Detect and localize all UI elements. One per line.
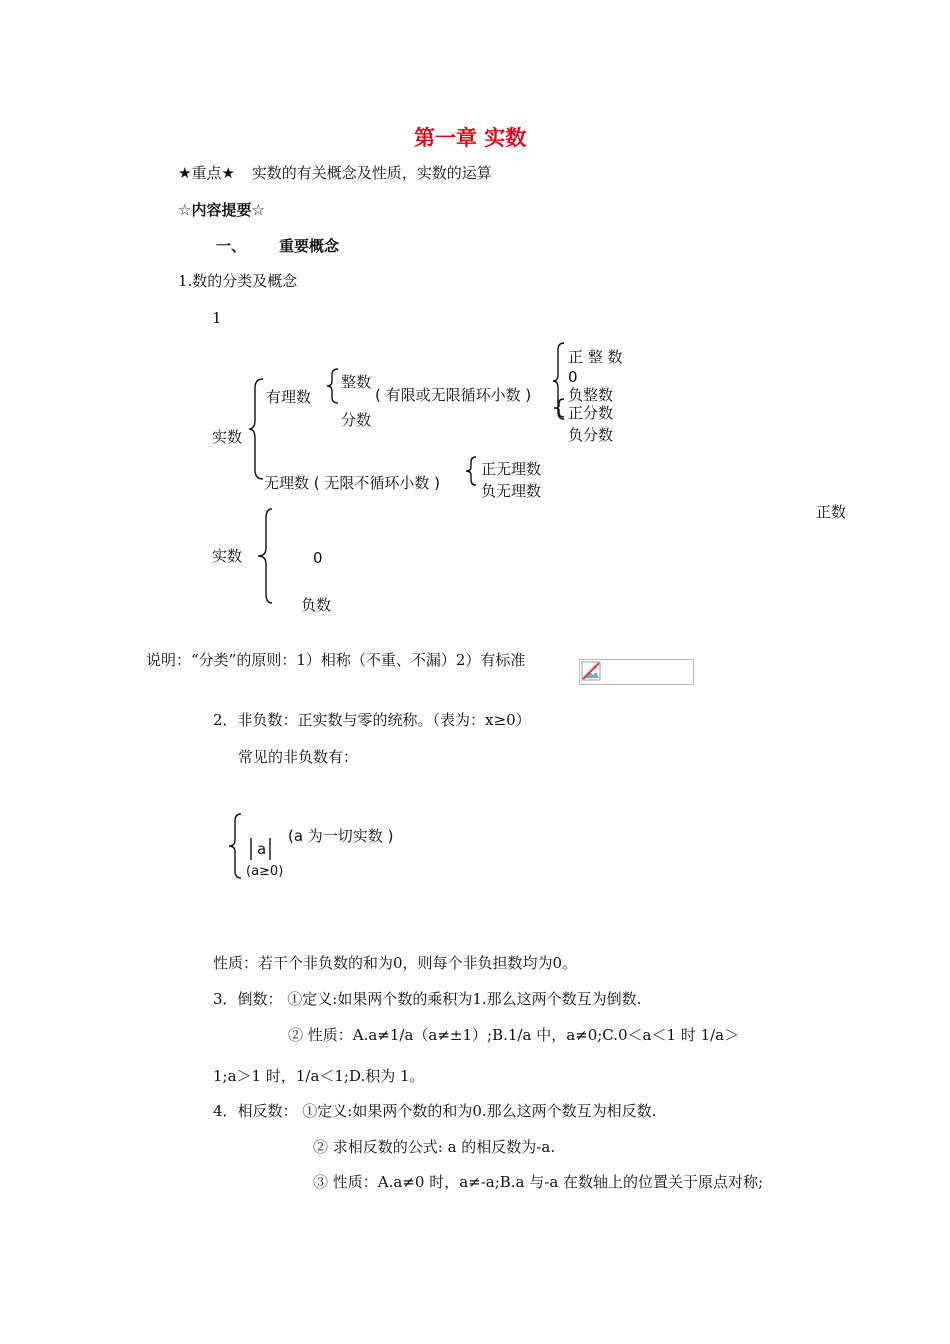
tree1-fraction-brace (552, 398, 566, 418)
abs-note: (a 为一切实数 ) (288, 827, 394, 845)
tree1-positive-fraction: 正分数 (568, 404, 614, 422)
property-text: 性质：若干个非负数的和为0，则每个非负担数均为0。 (213, 954, 578, 972)
tree2-root: 实数 (212, 547, 243, 565)
tree1-irrational: 无理数 ( 无限不循环小数 ) (264, 474, 441, 492)
classification-note: 说明：“分类”的原则：1）相称（不重、不漏）2）有标准 (146, 651, 526, 669)
broken-image-icon (581, 661, 603, 683)
tree1-zero: 0 (568, 368, 578, 386)
item3-line1: 3．倒数： ①定义:如果两个数的乘积为1.那么这两个数互为倒数. (213, 990, 642, 1008)
page-title: 第一章 实数 (414, 126, 527, 150)
tree1-fraction: 分数 (341, 411, 372, 429)
broken-image (579, 659, 694, 685)
item2-common: 常见的非负数有： (238, 748, 359, 766)
tree1-integer: 整数 (341, 373, 372, 391)
item1-sub-number: 1 (212, 309, 222, 327)
key-point (178, 164, 492, 182)
tree1-rational-brace (326, 368, 340, 404)
summary-heading: ☆内容提要☆ (178, 201, 265, 219)
item4-line2: ② 求相反数的公式: a 的相反数为-a. (313, 1138, 556, 1156)
tree1-negative-integer: 负整数 (568, 386, 614, 404)
item4-line1: 4．相反数： ①定义:如果两个数的和为0.那么这两个数互为相反数. (213, 1102, 657, 1120)
tree1-rational-note: ( 有限或无限循环小数 ) (375, 386, 532, 404)
tree1-main-brace (249, 378, 265, 480)
abs-bar-left (249, 838, 253, 860)
tree1-negative-irrational: 负无理数 (481, 482, 542, 500)
tree2-negative: 负数 (301, 596, 332, 614)
item3-line2: ② 性质：A.a≠1/a（a≠±1）;B.1/a 中，a≠0;C.0＜a＜1 时 1/a＞ (288, 1026, 740, 1044)
item4-line3: ③ 性质：A.a≠0 时，a≠-a;B.a 与-a 在数轴上的位置关于原点对称; (313, 1173, 764, 1191)
item1-heading: 1.数的分类及概念 (178, 272, 298, 290)
tree1-irrational-brace (464, 456, 478, 486)
nonnegative-brace (228, 813, 244, 879)
key-point-text: 实数的有关概念及性质，实数的运算 (251, 164, 492, 182)
tree1-rational: 有理数 (266, 388, 312, 406)
item3-line3: 1;a＞1 时，1/a＜1;D.积为 1。 (213, 1067, 425, 1085)
item2-text: 2．非负数：正实数与零的统称。（表为：x≥0） (213, 711, 531, 729)
section-title: 重要概念 (279, 237, 340, 255)
tree1-root: 实数 (212, 428, 243, 446)
tree1-positive-integer: 正 整 数 (568, 348, 623, 366)
abs-value-a: a (257, 840, 267, 858)
tree2-zero: 0 (313, 549, 323, 567)
tree1-negative-fraction: 负分数 (568, 426, 614, 444)
tree2-brace (256, 508, 276, 604)
section-number: 一、 (216, 237, 247, 255)
tree1-positive-irrational: 正无理数 (481, 460, 542, 478)
abs-bar-right (268, 838, 272, 860)
key-point-label: ★重点★ (178, 164, 235, 182)
sqrt-condition: (a≥0) (246, 864, 284, 879)
tree2-positive: 正数 (816, 503, 847, 521)
